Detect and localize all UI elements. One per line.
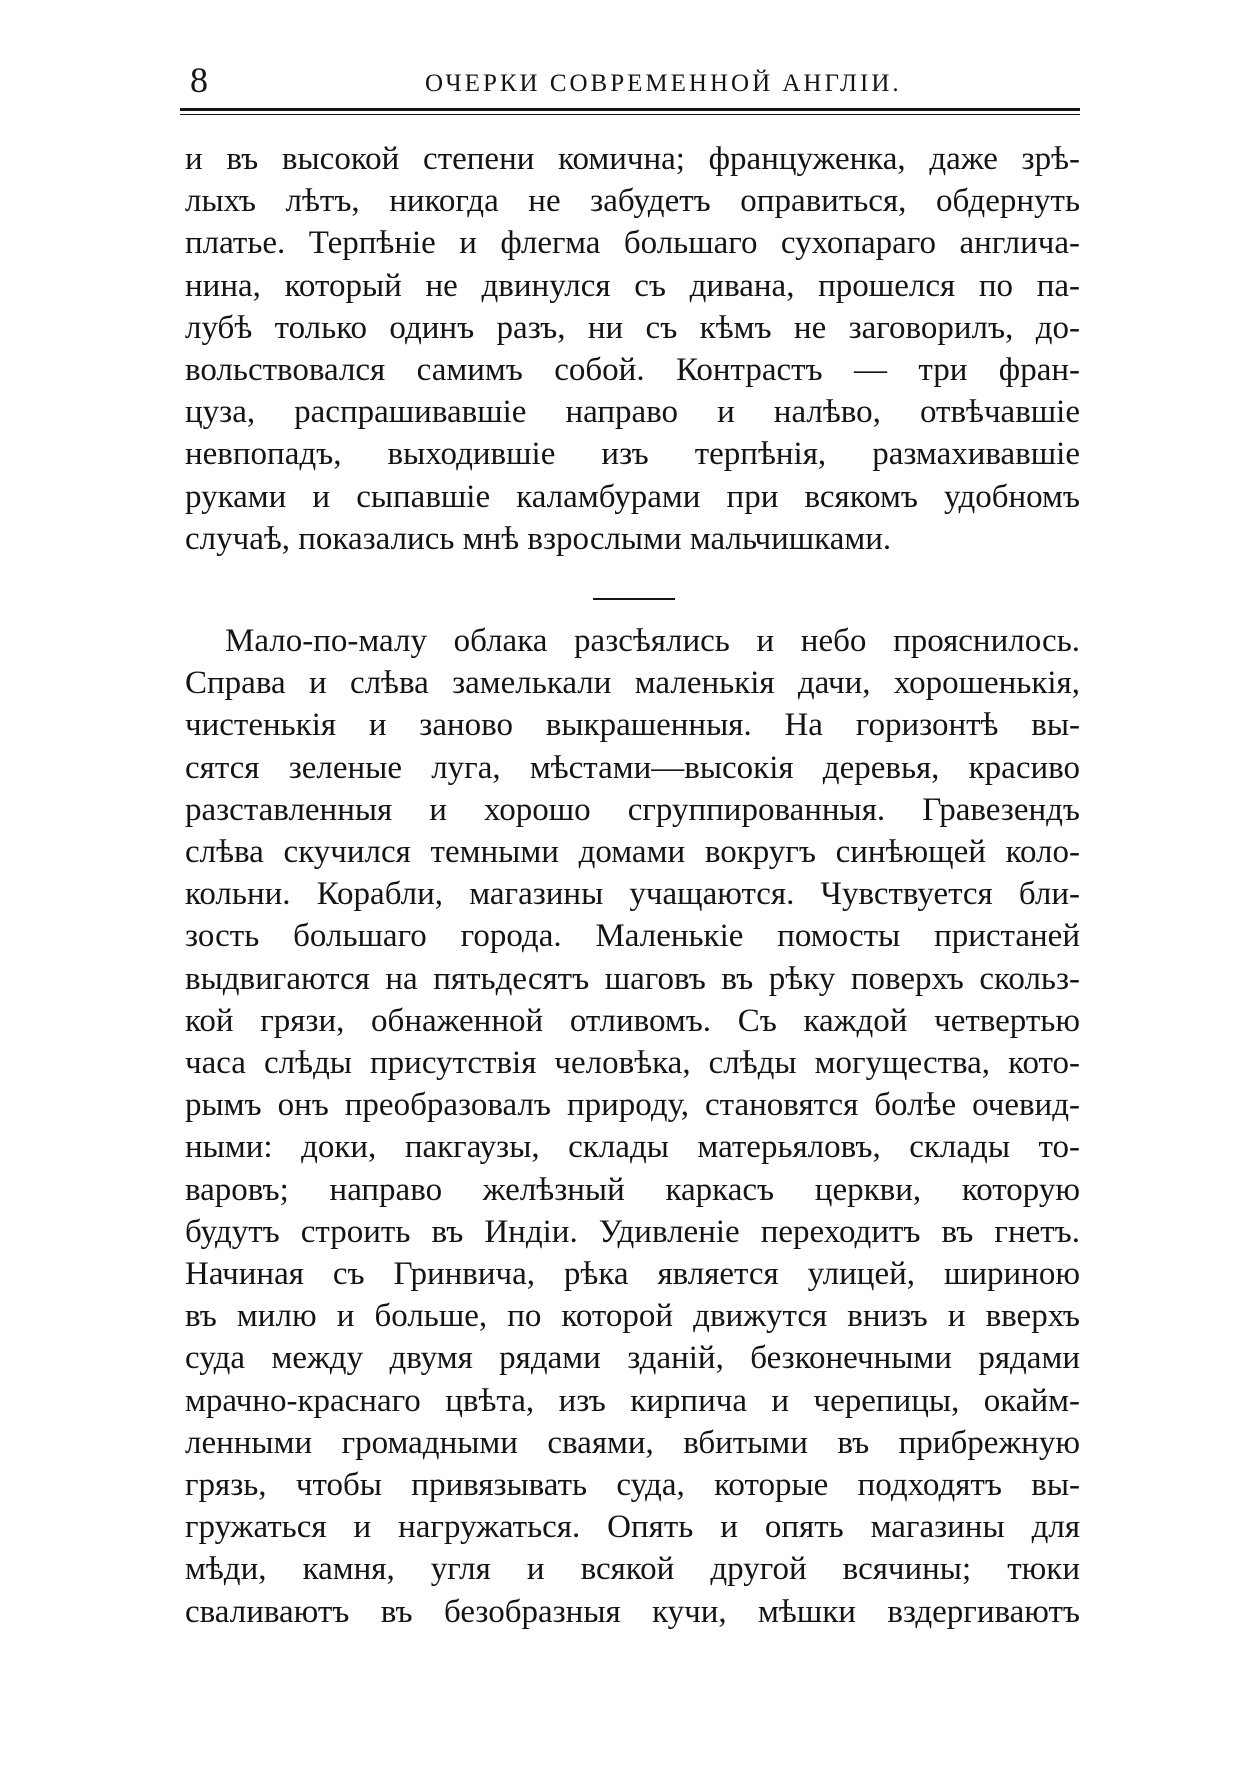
- text-line: выдвигаются на пятьдесятъ шаговъ въ рѣку поверхъ скольз-: [185, 960, 1080, 997]
- text-line: кой грязи, обнаженной отливомъ. Съ каждой четвертью: [185, 1002, 1080, 1039]
- text-line: часа слѣды присутствія человѣка, слѣды могущества, кото-: [185, 1045, 1080, 1082]
- text-line: платье. Терпѣніе и флегма большаго сухопараго англича-: [185, 225, 1080, 262]
- text-line: варовъ; направо желѣзный каркасъ церкви, которую: [185, 1171, 1080, 1208]
- text-line: лыхъ лѣтъ, никогда не забудетъ оправиться, обдернуть: [185, 183, 1080, 220]
- text-line: рымъ онъ преобразовалъ природу, становятся болѣе очевид-: [185, 1087, 1080, 1124]
- text-line: Мало-по-малу облака разсѣялись и небо прояснилось.: [225, 623, 1080, 659]
- text-line: слѣва скучился темными домами вокругъ синѣющей коло-: [185, 834, 1080, 871]
- header-rule: [180, 108, 1080, 111]
- paragraph-1: [185, 138, 1080, 560]
- text-line: невпопадъ, выходившіе изъ терпѣнія, размахивавшіе: [185, 436, 1080, 473]
- text-line: грязь, чтобы привязывать суда, которые подходятъ вы-: [185, 1467, 1080, 1504]
- text-line: мѣди, камня, угля и всякой другой всячины; тюки: [185, 1551, 1080, 1588]
- text-line: чистенькія и заново выкрашенныя. На горизонтѣ вы-: [185, 707, 1080, 744]
- page-header: [180, 56, 1080, 102]
- text-line: будутъ строить въ Индіи. Удивленіе переходитъ въ гнетъ.: [185, 1213, 1080, 1250]
- header-rule-thin: [180, 114, 1080, 115]
- text-line: ными: доки, пакгаузы, склады матерьяловъ, склады то-: [185, 1129, 1080, 1166]
- text-line: Начиная съ Гринвича, рѣка является улицей, шириною: [185, 1256, 1080, 1293]
- text-line: разставленныя и хорошо сгруппированныя. Гравезендъ: [185, 791, 1080, 828]
- text-line: мрачно-краснаго цвѣта, изъ кирпича и черепицы, окайм-: [185, 1382, 1080, 1419]
- section-separator: [593, 598, 675, 600]
- text-line: Справа и слѣва замелькали маленькія дачи, хорошенькія,: [185, 665, 1080, 702]
- text-line: и въ высокой степени комична; француженка, даже зрѣ-: [185, 141, 1080, 177]
- text-line: сваливаютъ въ безобразныя кучи, мѣшки вздергиваютъ: [185, 1593, 1080, 1630]
- text-line: гружаться и нагружаться. Опять и опять магазины для: [185, 1509, 1080, 1546]
- text-line: нина, который не двинулся съ дивана, прошелся по па-: [185, 267, 1080, 304]
- running-title: ОЧЕРКИ СОВРЕМЕННОЙ АНГЛІИ.: [425, 70, 902, 97]
- text-line: ленными громадными сваями, вбитыми въ прибрежную: [185, 1424, 1080, 1461]
- paragraph-2: [185, 620, 1080, 1633]
- text-line: руками и сыпавшіе каламбурами при всякомъ удобномъ: [185, 478, 1080, 515]
- text-line: въ милю и больше, по которой движутся внизъ и вверхъ: [185, 1298, 1080, 1335]
- text-line: случаѣ, показались мнѣ взрослыми мальчишками.: [185, 520, 892, 557]
- text-line: суда между двумя рядами зданій, безконечными рядами: [185, 1340, 1080, 1377]
- text-line: зость большаго города. Маленькіе помосты пристаней: [185, 918, 1080, 955]
- text-line: лубѣ только одинъ разъ, ни съ кѣмъ не заговорилъ, до-: [185, 309, 1080, 346]
- text-line: кольни. Корабли, магазины учащаются. Чувствуется бли-: [185, 876, 1080, 913]
- page-number: 8: [190, 60, 208, 100]
- text-line: вольствовался самимъ собой. Контрастъ — три фран-: [185, 352, 1080, 389]
- text-line: цуза, распрашивавшіе направо и налѣво, отвѣчавшіе: [185, 394, 1080, 431]
- text-line: сятся зеленые луга, мѣстами—высокія деревья, красиво: [185, 749, 1080, 786]
